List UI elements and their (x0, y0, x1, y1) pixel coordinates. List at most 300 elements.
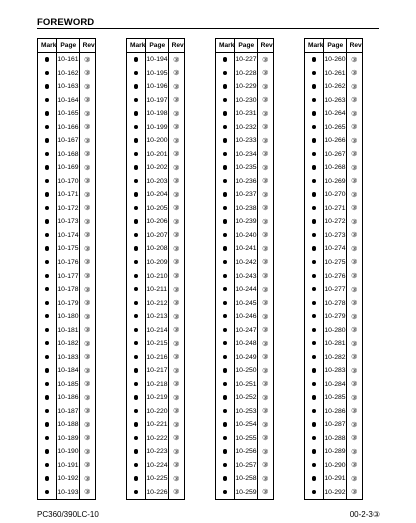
page-number-cell: 10-202 (146, 161, 168, 175)
table-row (38, 53, 96, 67)
revision-mark-dot-icon (45, 152, 49, 156)
table-row (305, 323, 363, 337)
revision-mark-dot-icon (223, 98, 227, 102)
revision-mark-dot-icon (223, 246, 227, 250)
page-number-cell: 10-188 (57, 418, 79, 432)
table-row (216, 404, 274, 418)
mark-cell (38, 418, 57, 432)
revision-cell: ③ (84, 286, 91, 294)
page-number-cell: 10-190 (57, 445, 79, 459)
revision-cell: ③ (351, 435, 358, 443)
table-row (127, 391, 185, 405)
table-row (305, 404, 363, 418)
table-header-row (38, 39, 96, 53)
mark-cell (305, 242, 324, 256)
table-row (127, 404, 185, 418)
mark-cell (38, 431, 57, 445)
revision-cell: ③ (84, 70, 91, 78)
table-row (305, 148, 363, 162)
revision-cell: ③ (84, 462, 91, 470)
mark-cell (216, 269, 235, 283)
mark-cell (305, 121, 324, 135)
page-number-cell: 10-173 (57, 215, 79, 229)
mark-cell (127, 418, 146, 432)
page-number-cell: 10-225 (146, 472, 168, 486)
mark-cell (127, 445, 146, 459)
mark-cell (216, 296, 235, 310)
table-row (38, 107, 96, 121)
table-row (305, 269, 363, 283)
mark-cell (216, 310, 235, 324)
mark-cell (305, 94, 324, 108)
table-row (216, 107, 274, 121)
revision-mark-dot-icon (223, 382, 227, 386)
mark-cell (127, 256, 146, 270)
revision-mark-dot-icon (312, 125, 316, 129)
page-number-cell: 10-180 (57, 310, 79, 324)
revision-mark-dot-icon (134, 84, 138, 88)
page-number-cell: 10-282 (324, 350, 346, 364)
mark-cell (127, 283, 146, 297)
revision-cell: ③ (262, 327, 269, 335)
mark-cell (38, 121, 57, 135)
table-row (38, 337, 96, 351)
table-row (305, 472, 363, 486)
revision-mark-dot-icon (45, 422, 49, 426)
mark-cell (305, 80, 324, 94)
revision-mark-dot-icon (312, 179, 316, 183)
table-row (305, 215, 363, 229)
revision-cell: ③ (351, 448, 358, 456)
page-number-cell: 10-235 (235, 161, 257, 175)
revision-mark-dot-icon (223, 84, 227, 88)
revision-cell: ③ (84, 124, 91, 132)
mark-cell (216, 377, 235, 391)
page-number-cell: 10-270 (324, 188, 346, 202)
page-number-cell: 10-209 (146, 256, 168, 270)
page-number-cell: 10-220 (146, 404, 168, 418)
revision-cell: ③ (173, 286, 180, 294)
revision-cell: ③ (84, 245, 91, 253)
page-number-cell: 10-229 (235, 80, 257, 94)
revision-mark-dot-icon (134, 219, 138, 223)
table-row (305, 256, 363, 270)
revision-cell: ③ (173, 381, 180, 389)
table-header-row (305, 39, 363, 53)
mark-cell (127, 67, 146, 81)
revision-cell: ③ (84, 313, 91, 321)
revision-mark-dot-icon (223, 476, 227, 480)
page-number-cell: 10-227 (235, 53, 257, 67)
mark-cell (127, 296, 146, 310)
revision-mark-dot-icon (312, 111, 316, 115)
revision-table-1 (37, 38, 96, 500)
revision-mark-dot-icon (134, 246, 138, 250)
revision-mark-dot-icon (312, 449, 316, 453)
table-row (127, 229, 185, 243)
table-row (127, 80, 185, 94)
revision-mark-dot-icon (223, 314, 227, 318)
page-number-cell: 10-278 (324, 296, 346, 310)
table-row (38, 486, 96, 500)
page-number-cell: 10-253 (235, 404, 257, 418)
revision-mark-dot-icon (134, 152, 138, 156)
table-row (305, 53, 363, 67)
table-row (127, 134, 185, 148)
mark-cell (216, 53, 235, 67)
mark-cell (305, 445, 324, 459)
mark-cell (38, 229, 57, 243)
page-title: FOREWORD (37, 17, 95, 28)
table-row (38, 404, 96, 418)
revision-mark-dot-icon (134, 192, 138, 196)
page-number-cell: 10-287 (324, 418, 346, 432)
mark-cell (305, 472, 324, 486)
table-row (216, 350, 274, 364)
revision-cell: ③ (84, 394, 91, 402)
page-number-cell: 10-261 (324, 67, 346, 81)
table-row (305, 121, 363, 135)
revision-cell: ③ (262, 340, 269, 348)
mark-cell (305, 161, 324, 175)
mark-cell (38, 486, 57, 500)
page-number-cell: 10-214 (146, 323, 168, 337)
page-number-cell: 10-275 (324, 256, 346, 270)
page-number-cell: 10-269 (324, 175, 346, 189)
revision-cell: ③ (84, 232, 91, 240)
mark-cell (305, 377, 324, 391)
column-header-mark: Mark (305, 39, 324, 53)
table-header-row (127, 39, 185, 53)
revision-cell: ③ (262, 381, 269, 389)
revision-mark-dot-icon (134, 71, 138, 75)
table-row (216, 242, 274, 256)
mark-cell (216, 418, 235, 432)
mark-cell (305, 269, 324, 283)
revision-mark-dot-icon (223, 490, 227, 494)
table-row (305, 418, 363, 432)
table-row (216, 148, 274, 162)
table-row (305, 175, 363, 189)
mark-cell (216, 175, 235, 189)
page-number-cell: 10-231 (235, 107, 257, 121)
revision-mark-dot-icon (45, 71, 49, 75)
revision-mark-dot-icon (134, 449, 138, 453)
revision-cell: ③ (351, 340, 358, 348)
revision-mark-dot-icon (45, 165, 49, 169)
table-row (38, 364, 96, 378)
revision-cell: ③ (84, 300, 91, 308)
revision-mark-dot-icon (45, 341, 49, 345)
revision-cell: ③ (262, 137, 269, 145)
mark-cell (38, 67, 57, 81)
column-header-rev: Rev (257, 39, 273, 53)
table-row (216, 486, 274, 500)
page-number-cell: 10-163 (57, 80, 79, 94)
mark-cell (305, 337, 324, 351)
page-number-cell: 10-167 (57, 134, 79, 148)
page-number-cell: 10-291 (324, 472, 346, 486)
page-number-cell: 10-250 (235, 364, 257, 378)
footer-model: PC360/390LC-10 (37, 510, 99, 519)
page-number-cell: 10-207 (146, 229, 168, 243)
mark-cell (305, 323, 324, 337)
table-row (127, 175, 185, 189)
page-number-cell: 10-162 (57, 67, 79, 81)
revision-cell: ③ (173, 232, 180, 240)
revision-mark-dot-icon (134, 476, 138, 480)
revision-cell: ③ (262, 286, 269, 294)
page-number-cell: 10-239 (235, 215, 257, 229)
page-number-cell: 10-219 (146, 391, 168, 405)
revision-cell: ③ (173, 435, 180, 443)
revision-cell: ③ (173, 83, 180, 91)
page-number-cell: 10-213 (146, 310, 168, 324)
table-row (216, 67, 274, 81)
mark-cell (216, 229, 235, 243)
revision-cell: ③ (262, 394, 269, 402)
mark-cell (38, 364, 57, 378)
revision-mark-dot-icon (312, 152, 316, 156)
revision-mark-dot-icon (312, 395, 316, 399)
page-number-cell: 10-277 (324, 283, 346, 297)
revision-mark-dot-icon (45, 206, 49, 210)
table-row (38, 472, 96, 486)
mark-cell (216, 215, 235, 229)
revision-cell: ③ (173, 421, 180, 429)
table-row (305, 296, 363, 310)
table-row (127, 337, 185, 351)
page-number-cell: 10-283 (324, 364, 346, 378)
revision-mark-dot-icon (223, 422, 227, 426)
revision-cell: ③ (84, 273, 91, 280)
revision-mark-dot-icon (312, 476, 316, 480)
revision-cell: ③ (351, 124, 358, 132)
revision-cell: ③ (351, 178, 358, 186)
revision-mark-dot-icon (312, 274, 316, 278)
revision-cell: ③ (173, 354, 180, 362)
column-header-page: Page (324, 39, 346, 53)
table-row (127, 53, 185, 67)
revision-mark-dot-icon (45, 57, 49, 61)
mark-cell (38, 377, 57, 391)
page-number-cell: 10-244 (235, 283, 257, 297)
column-header-page: Page (146, 39, 168, 53)
mark-cell (38, 323, 57, 337)
revision-cell: ③ (84, 381, 91, 389)
page-number-cell: 10-256 (235, 445, 257, 459)
page-number-cell: 10-262 (324, 80, 346, 94)
revision-mark-dot-icon (45, 111, 49, 115)
revision-cell: ③ (351, 327, 358, 335)
revision-mark-dot-icon (45, 314, 49, 318)
page-number-cell: 10-258 (235, 472, 257, 486)
table-row (38, 296, 96, 310)
table-row (127, 215, 185, 229)
mark-cell (305, 458, 324, 472)
revision-mark-dot-icon (312, 355, 316, 359)
table-row (127, 67, 185, 81)
table-row (127, 256, 185, 270)
revision-mark-dot-icon (223, 328, 227, 332)
revision-mark-dot-icon (312, 287, 316, 291)
page-number-cell: 10-228 (235, 67, 257, 81)
mark-cell (305, 391, 324, 405)
mark-cell (216, 256, 235, 270)
revision-mark-dot-icon (134, 179, 138, 183)
revision-mark-dot-icon (134, 409, 138, 413)
table-row (305, 94, 363, 108)
mark-cell (305, 296, 324, 310)
mark-cell (216, 107, 235, 121)
mark-cell (38, 215, 57, 229)
page-number-cell: 10-230 (235, 94, 257, 108)
revision-cell: ③ (173, 245, 180, 253)
mark-cell (127, 310, 146, 324)
page-number-cell: 10-273 (324, 229, 346, 243)
mark-cell (38, 202, 57, 216)
table-row (127, 121, 185, 135)
table-row (127, 188, 185, 202)
revision-cell: ③ (84, 137, 91, 145)
page-number-cell: 10-217 (146, 364, 168, 378)
mark-cell (216, 94, 235, 108)
revision-cell: ③ (84, 110, 91, 118)
page-number-cell: 10-254 (235, 418, 257, 432)
page-number-cell: 10-240 (235, 229, 257, 243)
revision-cell: ③ (262, 273, 269, 280)
page-number-cell: 10-233 (235, 134, 257, 148)
revision-mark-dot-icon (134, 422, 138, 426)
revision-mark-dot-icon (223, 301, 227, 305)
revision-cell: ③ (173, 327, 180, 335)
mark-cell (216, 323, 235, 337)
revision-cell: ③ (262, 245, 269, 253)
revision-mark-dot-icon (45, 246, 49, 250)
revision-table-2 (126, 38, 185, 500)
page-number-cell: 10-196 (146, 80, 168, 94)
revision-mark-dot-icon (45, 192, 49, 196)
table-row (305, 283, 363, 297)
mark-cell (216, 161, 235, 175)
page-number-cell: 10-267 (324, 148, 346, 162)
revision-mark-dot-icon (134, 274, 138, 278)
revision-cell: ③ (262, 151, 269, 159)
table-row (216, 323, 274, 337)
table-row (305, 134, 363, 148)
page-number-cell: 10-215 (146, 337, 168, 351)
table-row (216, 337, 274, 351)
table-row (305, 486, 363, 500)
revision-mark-dot-icon (134, 125, 138, 129)
table-row (216, 80, 274, 94)
page-number-cell: 10-203 (146, 175, 168, 189)
revision-cell: ③ (173, 137, 180, 145)
table-row (38, 94, 96, 108)
page-number-cell: 10-161 (57, 53, 79, 67)
mark-cell (127, 458, 146, 472)
mark-cell (38, 148, 57, 162)
mark-cell (305, 188, 324, 202)
mark-cell (216, 350, 235, 364)
revision-cell: ③ (173, 151, 180, 159)
revision-cell: ③ (351, 56, 358, 64)
page-number-cell: 10-205 (146, 202, 168, 216)
mark-cell (38, 283, 57, 297)
page-number-cell: 10-264 (324, 107, 346, 121)
revision-mark-dot-icon (134, 328, 138, 332)
column-header-rev: Rev (346, 39, 362, 53)
mark-cell (305, 283, 324, 297)
mark-cell (38, 269, 57, 283)
mark-cell (216, 188, 235, 202)
page-number-cell: 10-201 (146, 148, 168, 162)
page-number-cell: 10-191 (57, 458, 79, 472)
revision-cell: ③ (84, 340, 91, 348)
revision-cell: ③ (84, 489, 91, 497)
table-row (38, 310, 96, 324)
revision-cell: ③ (351, 97, 358, 105)
revision-cell: ③ (173, 367, 180, 375)
table-row (38, 445, 96, 459)
table-row (305, 445, 363, 459)
revision-cell: ③ (262, 164, 269, 172)
revision-cell: ③ (351, 381, 358, 389)
page-number-cell: 10-222 (146, 431, 168, 445)
mark-cell (305, 134, 324, 148)
table-row (38, 134, 96, 148)
mark-cell (127, 229, 146, 243)
mark-cell (216, 80, 235, 94)
table-row (38, 80, 96, 94)
mark-cell (38, 391, 57, 405)
revision-mark-dot-icon (134, 111, 138, 115)
revision-mark-dot-icon (312, 490, 316, 494)
revision-mark-dot-icon (134, 463, 138, 467)
revision-mark-dot-icon (312, 98, 316, 102)
mark-cell (305, 350, 324, 364)
table-row (216, 296, 274, 310)
revision-cell: ③ (262, 178, 269, 186)
page-number-cell: 10-212 (146, 296, 168, 310)
revision-mark-dot-icon (223, 395, 227, 399)
revision-mark-dot-icon (312, 314, 316, 318)
mark-cell (216, 283, 235, 297)
page-number-cell: 10-178 (57, 283, 79, 297)
revision-mark-dot-icon (223, 368, 227, 372)
revision-cell: ③ (262, 218, 269, 226)
table-row (127, 296, 185, 310)
revision-cell: ③ (351, 394, 358, 402)
revision-cell: ③ (351, 191, 358, 199)
revision-cell: ③ (84, 178, 91, 186)
revision-cell: ③ (84, 448, 91, 456)
page-number-cell: 10-243 (235, 269, 257, 283)
table-row (38, 121, 96, 135)
table-row (127, 242, 185, 256)
revision-mark-dot-icon (45, 368, 49, 372)
revision-mark-dot-icon (312, 368, 316, 372)
revision-mark-dot-icon (223, 260, 227, 264)
page-number-cell: 10-216 (146, 350, 168, 364)
revision-mark-dot-icon (223, 192, 227, 196)
revision-cell: ③ (173, 124, 180, 132)
revision-mark-dot-icon (223, 355, 227, 359)
mark-cell (38, 458, 57, 472)
page-number-cell: 10-232 (235, 121, 257, 135)
table-row (216, 310, 274, 324)
page-number-cell: 10-169 (57, 161, 79, 175)
